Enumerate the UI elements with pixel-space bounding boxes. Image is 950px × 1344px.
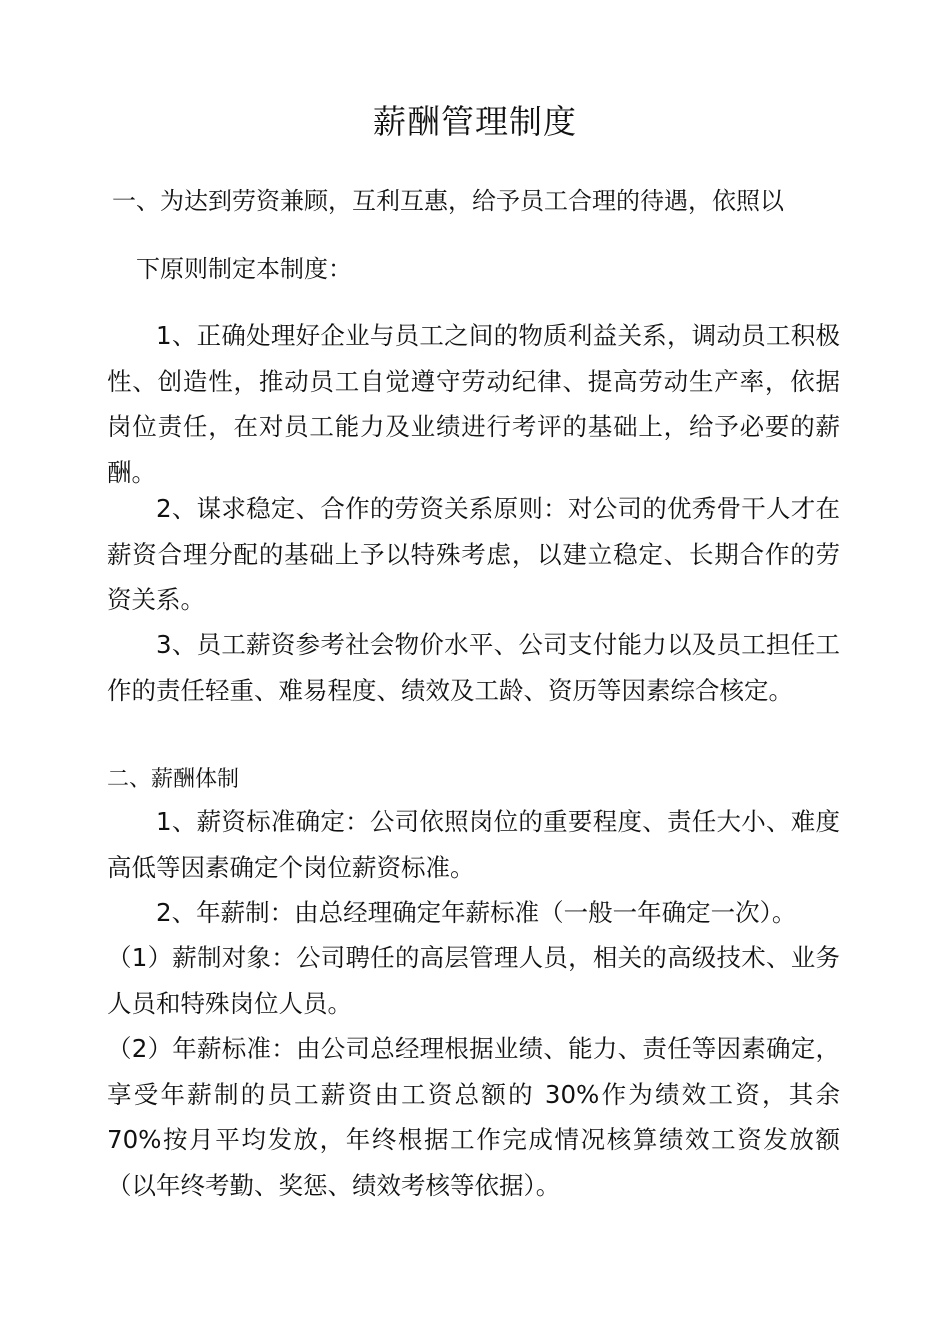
section1-heading-line2: 下原则制定本制度： bbox=[136, 255, 352, 283]
section1-heading-line1: 一、为达到劳资兼顾，互利互惠，给予员工合理的待遇，依照以 bbox=[112, 187, 784, 215]
section1-item-2: 2、谋求稳定、合作的劳资关系原则：对公司的优秀骨干人才在薪资合理分配的基础上予以特殊考虑，以建立稳定、长期合作的劳资关系。 bbox=[107, 494, 840, 614]
page-title: 薪酬管理制度 bbox=[373, 102, 577, 141]
section2-sub-2: （2）年薪标准：由公司总经理根据业绩、能力、责任等因素确定，享受年薪制的员工薪资由工资总额的 30%作为绩效工资，其余 70%按月平均发放，年终根据工作完成情况核算绩效工资发放额（以年终考勤、奖惩、绩效考核等依据）。 bbox=[107, 1034, 840, 1200]
section1-item-1: 1、正确处理好企业与员工之间的物质利益关系，调动员工积极性、创造性，推动员工自觉遵守劳动纪律、提高劳动生产率，依据岗位责任，在对员工能力及业绩进行考评的基础上，给予必要的薪酬。 bbox=[107, 321, 840, 487]
section2-item-1: 1、薪资标准确定：公司依照岗位的重要程度、责任大小、难度高低等因素确定个岗位薪资标准。 bbox=[107, 807, 840, 882]
section1-item-3: 3、员工薪资参考社会物价水平、公司支付能力以及员工担任工作的责任轻重、难易程度、绩效及工龄、资历等因素综合核定。 bbox=[107, 630, 840, 705]
section2-item-2: 2、年薪制：由总经理确定年薪标准（一般一年确定一次）。 bbox=[156, 898, 797, 927]
section2-sub-1: （1）薪制对象：公司聘任的高层管理人员，相关的高级技术、业务人员和特殊岗位人员。 bbox=[107, 943, 840, 1018]
section2-heading: 二、薪酬体制 bbox=[107, 767, 240, 792]
